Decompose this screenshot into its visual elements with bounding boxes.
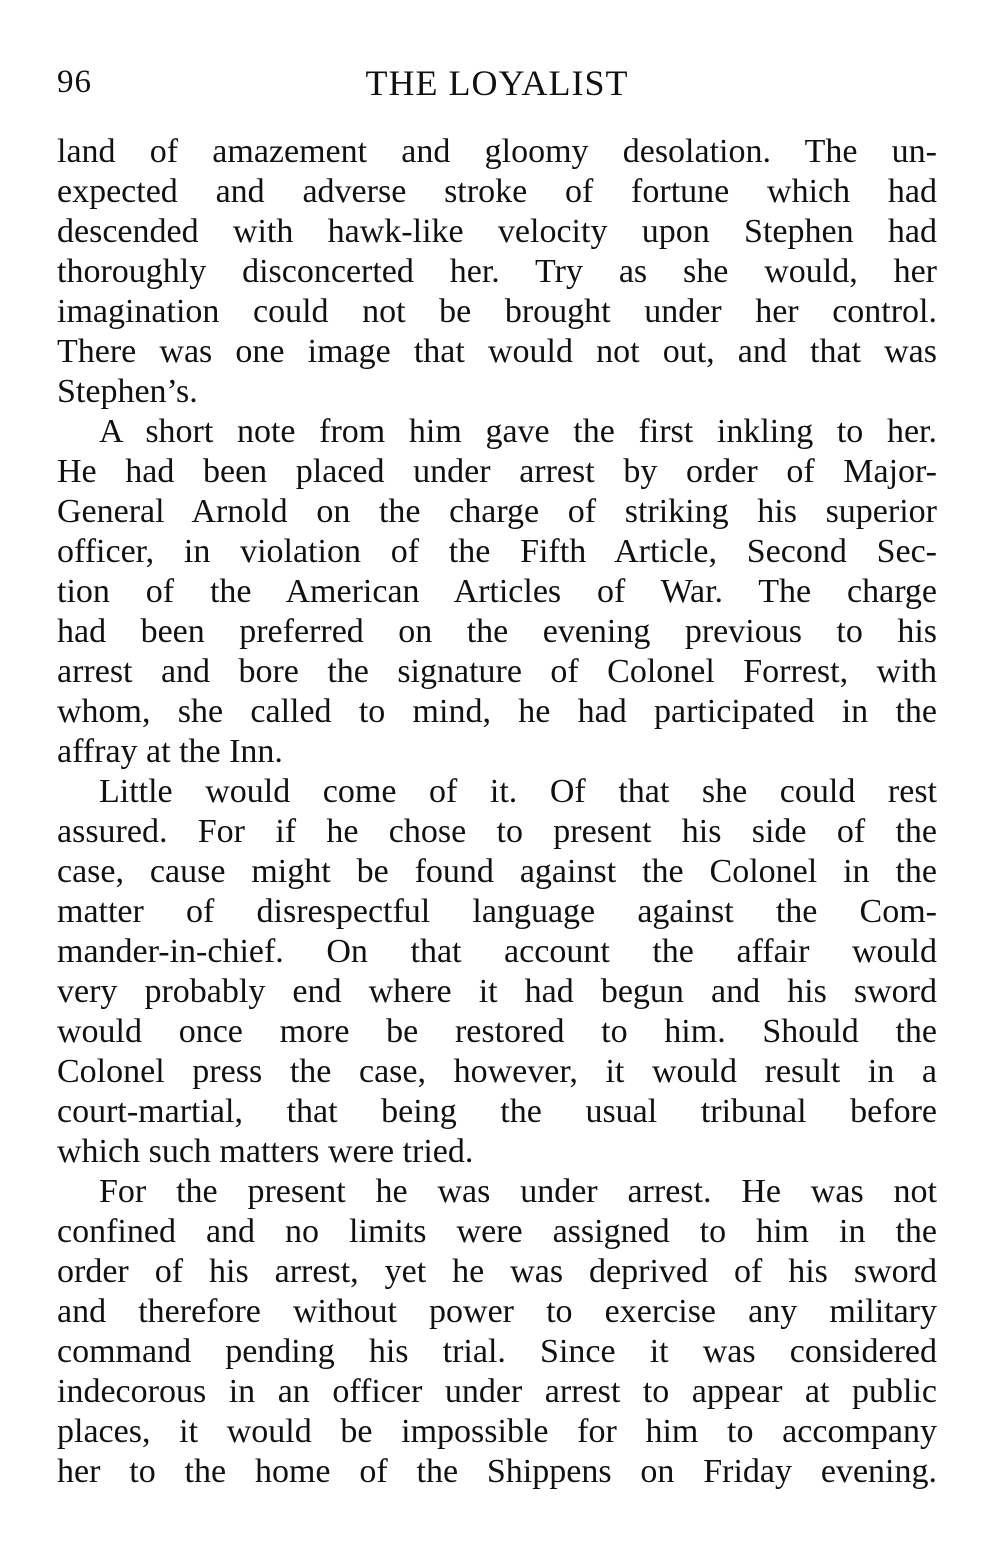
text-line: had been preferred on the evening previous to his: [57, 613, 937, 650]
text-line: officer, in violation of the Fifth Article, Second Sec-: [57, 533, 937, 570]
text-line: case, cause might be found against the Colonel in the: [57, 853, 937, 890]
text-line: Colonel press the case, however, it would result in a: [57, 1053, 937, 1090]
text-line: Stephen’s.: [57, 373, 198, 410]
text-line: affray at the Inn.: [57, 733, 283, 770]
text-line: order of his arrest, yet he was deprived of his sword: [57, 1253, 937, 1290]
text-line: court-martial, that being the usual tribunal before: [57, 1093, 937, 1130]
text-line: and therefore without power to exercise any military: [57, 1293, 937, 1330]
text-line: imagination could not be brought under her control.: [57, 293, 937, 330]
page-number: 96: [57, 64, 92, 100]
text-line: Little would come of it. Of that she could rest: [99, 773, 937, 810]
page-header: [57, 58, 937, 112]
text-line: For the present he was under arrest. He was not: [99, 1173, 937, 1210]
text-line: General Arnold on the charge of striking his superior: [57, 493, 937, 530]
text-line: very probably end where it had begun and his sword: [57, 973, 937, 1010]
text-line: whom, she called to mind, he had participated in the: [57, 693, 937, 730]
text-line: would once more be restored to him. Should the: [57, 1013, 937, 1050]
text-line: indecorous in an officer under arrest to appear at public: [57, 1373, 937, 1410]
text-line: assured. For if he chose to present his side of the: [57, 813, 937, 850]
text-line: which such matters were tried.: [57, 1133, 474, 1170]
book-page: [57, 58, 937, 1492]
paragraph-4: [57, 1172, 937, 1492]
body-text: [57, 132, 937, 1492]
text-line: arrest and bore the signature of Colonel Forrest, with: [57, 653, 937, 690]
text-line: matter of disrespectful language against the Com-: [57, 893, 937, 930]
paragraph-1: [57, 132, 937, 412]
text-line: places, it would be impossible for him to accompany: [57, 1413, 937, 1450]
text-line: thoroughly disconcerted her. Try as she would, her: [57, 253, 937, 290]
text-line: command pending his trial. Since it was considered: [57, 1333, 937, 1370]
text-line: There was one image that would not out, and that was: [57, 333, 937, 370]
text-line: land of amazement and gloomy desolation. The un-: [57, 133, 937, 170]
running-title: THE LOYALIST: [365, 63, 629, 103]
text-line: A short note from him gave the first inkling to her.: [99, 413, 937, 450]
paragraph-3: [57, 772, 937, 1172]
paragraph-2: [57, 412, 937, 772]
text-line: confined and no limits were assigned to him in the: [57, 1213, 937, 1250]
text-line: mander-in-chief. On that account the affair would: [57, 933, 937, 970]
text-line: descended with hawk-like velocity upon Stephen had: [57, 213, 937, 250]
text-line: expected and adverse stroke of fortune which had: [57, 173, 937, 210]
text-line: He had been placed under arrest by order of Major-: [57, 453, 937, 490]
text-line: her to the home of the Shippens on Friday evening.: [57, 1453, 937, 1490]
text-line: tion of the American Articles of War. The charge: [57, 573, 937, 610]
